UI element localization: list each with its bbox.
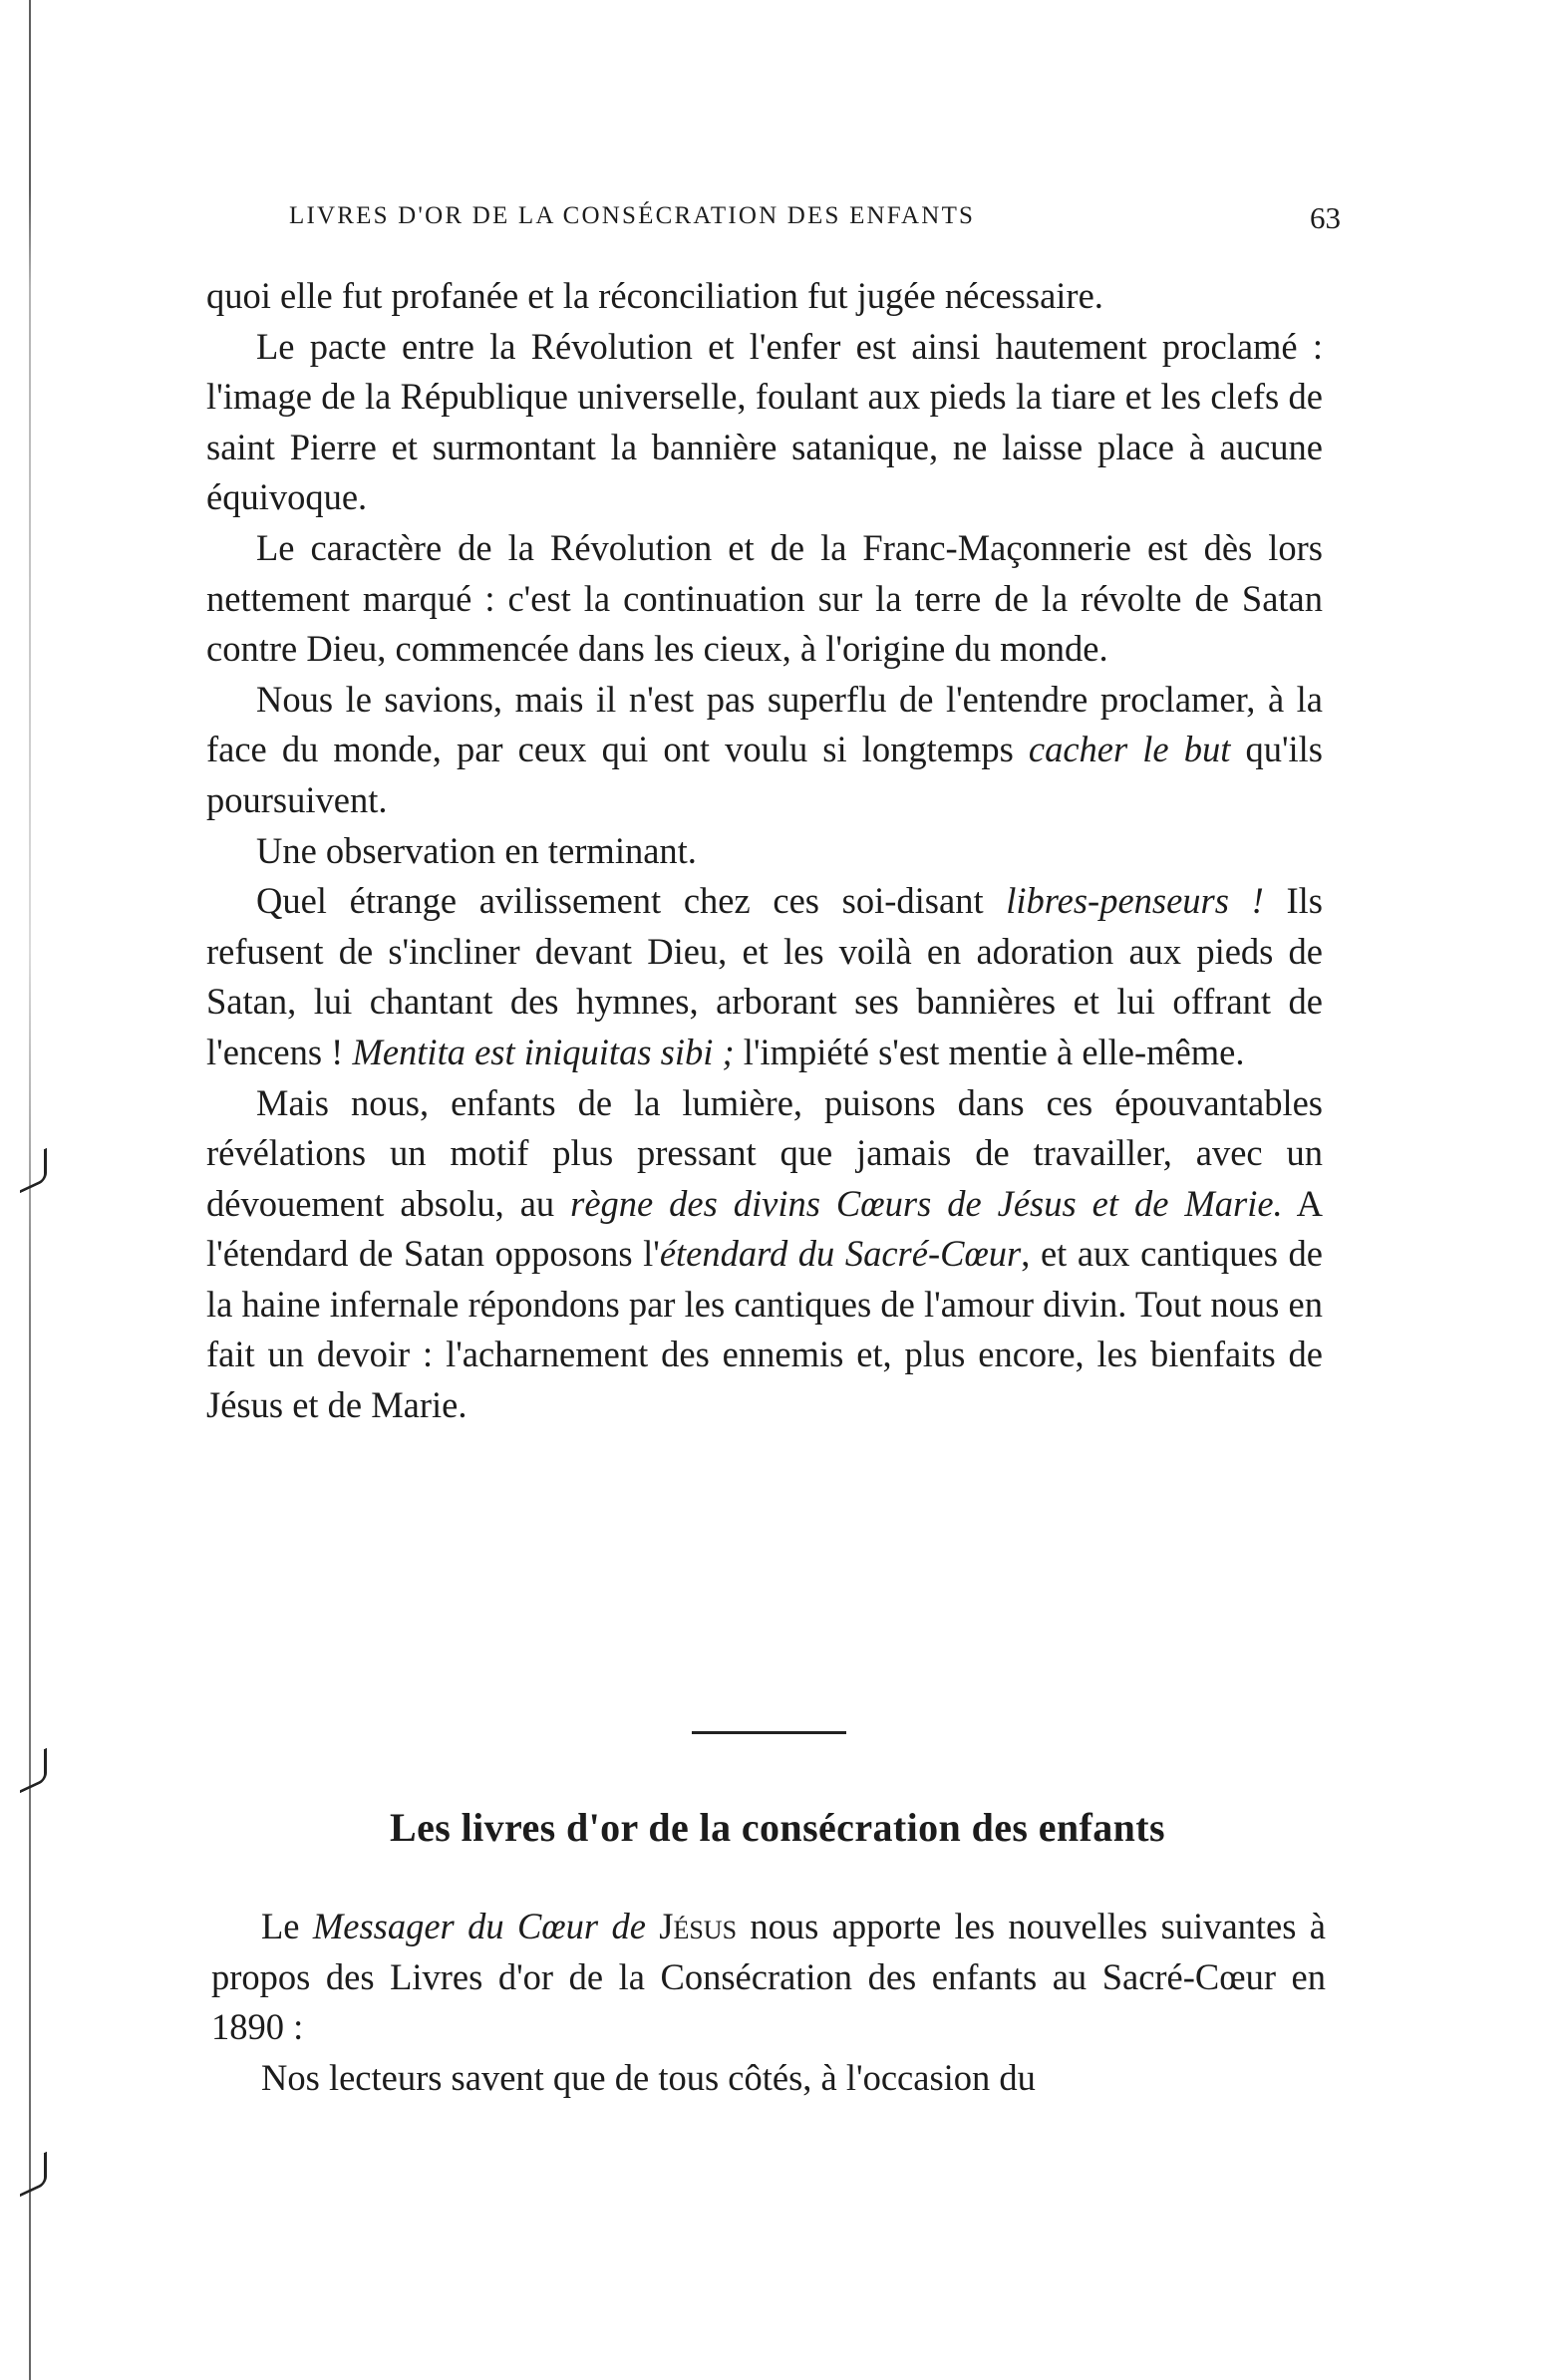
paragraph: Nos lecteurs savent que de tous côtés, à l'occasion du	[261, 2056, 1036, 2098]
page-number: 63	[1310, 200, 1341, 235]
small-caps-word: Jésus	[645, 1906, 738, 1946]
scan-edge-line	[29, 0, 31, 2380]
scan-edge-mark	[20, 1748, 47, 1794]
scan-edge-mark	[20, 2152, 47, 2198]
paragraph: Une observation en terminant.	[256, 829, 697, 871]
paragraph: quoi elle fut profanée et la réconciliation fut jugée nécessaire.	[206, 275, 1103, 316]
italic-phrase: libres-penseurs !	[1006, 880, 1264, 922]
section-heading: Les livres d'or de la consécration des enfants	[389, 1805, 1165, 1850]
scan-edge-mark	[20, 1148, 47, 1194]
italic-phrase: Messager du Cœur de	[312, 1906, 646, 1946]
section-text	[211, 1902, 1326, 2103]
italic-phrase: règne des divins Cœurs de Jésus et de Marie.	[570, 1182, 1283, 1224]
paragraph: Le Messager du Cœur de Jésus nous apporte les nouvelles suivantes à propos des Livres d'or de la Consécration des enfants au Sacré-Cœur en 1890 :	[211, 1906, 1326, 2048]
italic-phrase: cacher le but	[1028, 729, 1231, 770]
italic-phrase: étendard du Sacré-Cœur	[659, 1233, 1022, 1275]
paragraph: Mais nous, enfants de la lumière, puisons dans ces épouvantables révélations un motif plus pressant que jamais de travailler, avec un dévouement absolu, au règne des divins Cœurs de Jésus et de Marie. A l'étendard de Satan opposons l'étendard du Sacré-Cœur, et aux cantiques de la haine infernale répondons par les cantiques de l'amour divin. Tout nous en fait un devoir : l'acharnement des ennemis et, plus encore, les bienfaits de Jésus et de Marie.	[206, 1081, 1323, 1426]
paragraph: Le pacte entre la Révolution et l'enfer est ainsi hautement proclamé : l'image de la République universelle, foulant aux pieds la tiare et les clefs de saint Pierre et surmontant la bannière satanique, ne laisse place à aucune équivoque.	[206, 325, 1323, 518]
paragraph: Nous le savions, mais il n'est pas superflu de l'entendre proclamer, à la face du monde, par ceux qui ont voulu si longtemps cacher le but qu'ils poursuivent.	[206, 678, 1324, 820]
running-title: LIVRES D'OR DE LA CONSÉCRATION DES ENFANTS	[289, 202, 976, 229]
main-text	[206, 271, 1323, 1431]
paragraph: Quel étrange avilissement chez ces soi-disant libres-penseurs ! Ils refusent de s'incliner devant Dieu, et les voilà en adoration aux pieds de Satan, lui chantant des hymnes, arborant ses bannières et lui offrant de l'encens ! Mentita est iniquitas sibi ; l'impiété s'est mentie à elle-même.	[206, 880, 1323, 1072]
section-separator-rule	[692, 1731, 846, 1734]
paragraph: Le caractère de la Révolution et de la Franc-Maçonnerie est dès lors nettement marqué : c'est la continuation sur la terre de la révolte de Satan contre Dieu, commencée dans les cieux, à l'origine du monde.	[206, 526, 1323, 670]
italic-phrase: Mentita est iniquitas sibi ;	[352, 1031, 735, 1072]
running-header	[289, 202, 1341, 242]
